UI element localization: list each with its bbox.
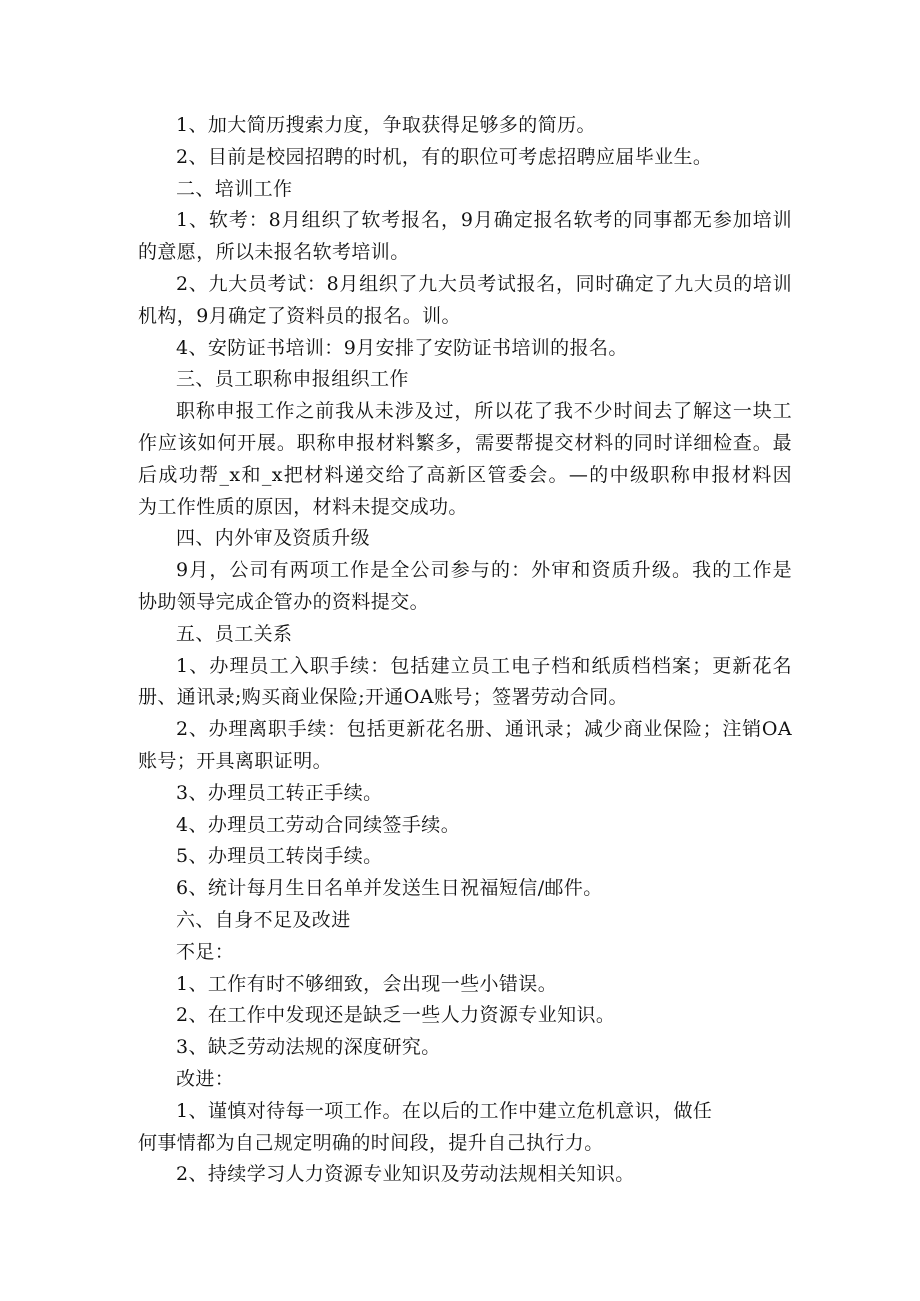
paragraph-line: 2、持续学习人力资源专业知识及劳动法规相关知识。 [176, 1163, 635, 1186]
paragraph-line: 账号；开具离职证明。 [138, 749, 333, 772]
paragraph-line: 职称申报工作之前我从未涉及过，所以花了我不少时间去了解这一块工 [176, 400, 792, 423]
paragraph-line: 的意愿，所以未报名软考培训。 [138, 241, 410, 264]
paragraph-line: 6、统计每月生日名单并发送生日祝福短信/邮件。 [176, 877, 603, 900]
paragraph-line: 5、办理员工转岗手续。 [176, 845, 383, 868]
paragraph-line: 4、安防证书培训：9月安排了安防证书培训的报名。 [176, 336, 628, 359]
paragraph-line: 为工作性质的原因，材料未提交成功。 [138, 495, 468, 518]
paragraph-line: 4、办理员工劳动合同续签手续。 [176, 813, 461, 836]
paragraph-line: 2、九大员考试：8月组织了九大员考试报名，同时确定了九大员的培训 [176, 272, 792, 295]
paragraph-line: 1、工作有时不够细致，会出现一些小错误。 [176, 972, 558, 995]
paragraph-line: 3、办理员工转正手续。 [176, 781, 383, 804]
paragraph-line: 协助领导完成企管办的资料提交。 [138, 590, 430, 613]
paragraph-line: 2、目前是校园招聘的时机，有的职位可考虑招聘应届毕业生。 [176, 145, 713, 168]
paragraph-line: 9月，公司有两项工作是全公司参与的：外审和资质升级。我的工作是 [176, 559, 792, 582]
paragraph-line: 1、办理员工入职手续：包括建立员工电子档和纸质档档案；更新花名 [176, 654, 792, 677]
paragraph-line: 2、在工作中发现还是缺乏一些人力资源专业知识。 [176, 1004, 616, 1027]
subheading: 不足： [176, 940, 235, 963]
paragraph-line: 机构，9月确定了资料员的报名。训。 [138, 304, 461, 327]
paragraph-line: 3、缺乏劳动法规的深度研究。 [176, 1036, 441, 1059]
section-heading: 三、员工职称申报组织工作 [176, 368, 409, 391]
section-heading: 六、自身不足及改进 [176, 908, 351, 931]
paragraph-line: 2、办理离职手续：包括更新花名册、通讯录；减少商业保险；注销OA [176, 718, 792, 741]
section-heading: 四、内外审及资质升级 [176, 527, 371, 550]
paragraph-line: 1、谨慎对待每一项工作。在以后的工作中建立危机意识，做任 [176, 1099, 713, 1122]
paragraph-line: 作应该如何开展。职称申报材料繁多，需要帮提交材料的同时详细检查。最 [138, 431, 792, 454]
section-heading: 五、员工关系 [176, 622, 293, 645]
section-heading: 二、培训工作 [176, 177, 293, 200]
paragraph-line: 1、软考：8月组织了软考报名，9月确定报名软考的同事都无参加培训 [176, 209, 792, 232]
paragraph-line: 何事情都为自己规定明确的时间段，提升自己执行力。 [138, 1131, 604, 1154]
paragraph-line: 册、通讯录;购买商业保险;开通OA账号；签署劳动合同。 [138, 686, 628, 709]
paragraph-line: 后成功帮_x和_x把材料递交给了高新区管委会。—的中级职称申报材料因 [138, 463, 792, 486]
paragraph-line: 1、加大简历搜索力度，争取获得足够多的简历。 [176, 114, 596, 136]
subheading: 改进： [176, 1067, 235, 1090]
document-body [138, 110, 792, 1191]
